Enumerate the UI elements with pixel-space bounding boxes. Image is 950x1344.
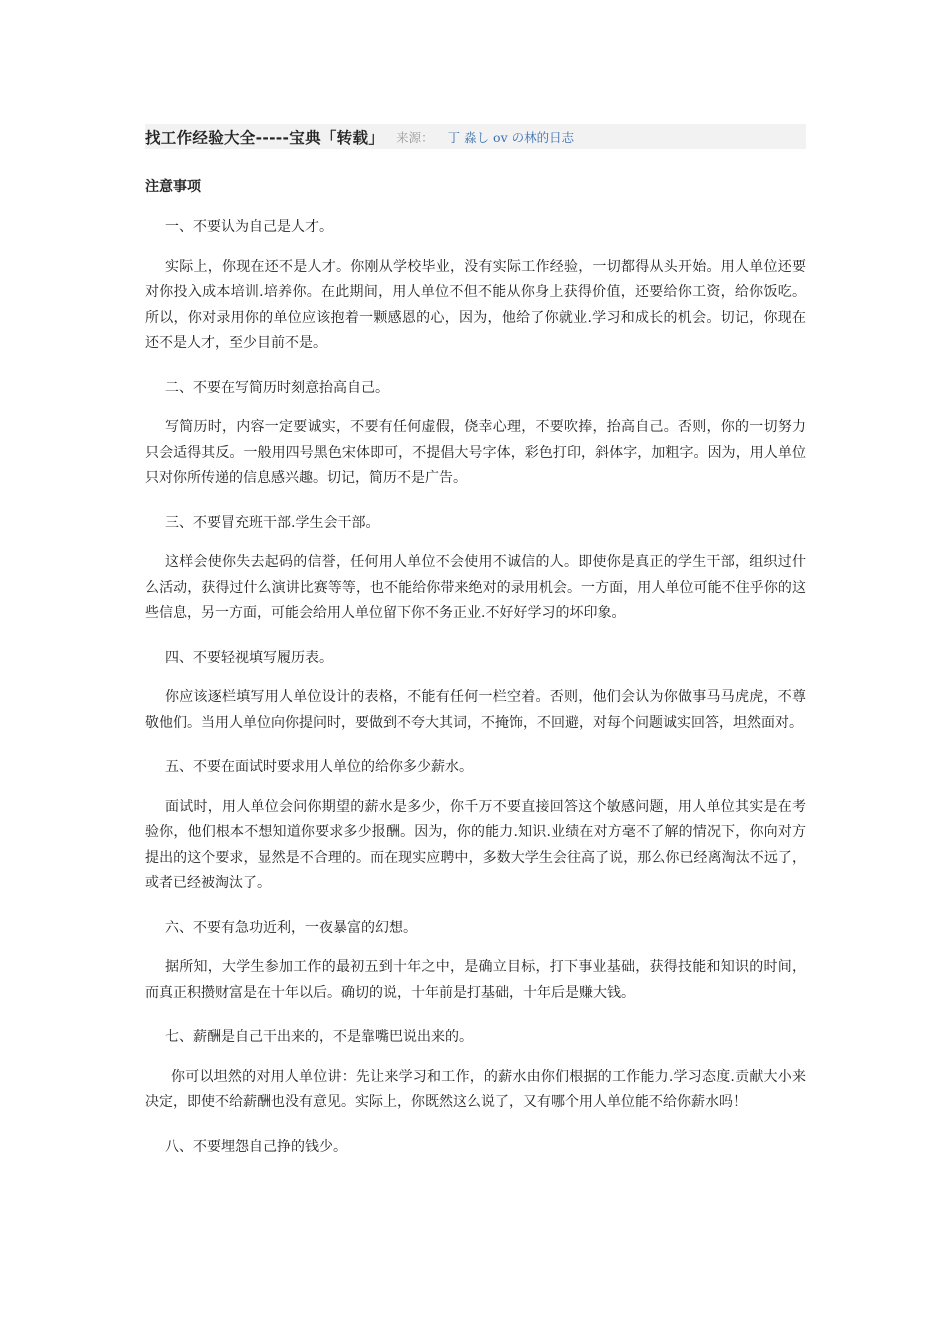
point-body-5: 面试时，用人单位会问你期望的薪水是多少，你千万不要直接回答这个敏感问题，用人单位其实是在考验你，他们根本不想知道你要求多少报酬。因为，你的能力.知识.业绩在对方毫不了解的情况下，你向对方提出的这个要求，显然是不合理的。而在现实应聘中，多数大学生会往高了说，那么你已经离淘汰不远了，或者已经被淘汰了。 <box>145 798 806 891</box>
document <box>145 124 806 1160</box>
point-heading-3: 三、不要冒充班干部.学生会干部。 <box>165 514 380 531</box>
point-heading-7: 七、薪酬是自己干出来的，不是靠嘴巴说出来的。 <box>165 1029 473 1045</box>
point-body-2: 写简历时，内容一定要诚实，不要有任何虚假，侥幸心理，不要吹捧，抬高自己。否则，你的一切努力只会适得其反。一般用四号黑色宋体即可，不提倡大号字体，彩色打印，斜体字，加粗字。因为，用人单位只对你所传递的信息感兴趣。切记，简历不是广告。 <box>145 419 806 486</box>
point-body-1: 实际上，你现在还不是人才。你刚从学校毕业，没有实际工作经验，一切都得从头开始。用人单位还要对你投入成本培训.培养你。在此期间，用人单位不但不能从你身上获得价值，还要给你工资，给你饭吃。所以，你对录用你的单位应该抱着一颗感恩的心，因为，他给了你就业.学习和成长的机会。切记，你现在还不是人才，至少目前不是。 <box>145 258 806 351</box>
point-heading-2: 二、不要在写简历时刻意抬高自己。 <box>165 379 389 396</box>
section-title: 注意事项 <box>145 179 201 195</box>
point-heading-1: 一、不要认为自己是人才。 <box>165 219 333 235</box>
point-heading-6: 六、不要有急功近利，一夜暴富的幻想。 <box>165 919 417 936</box>
point-body-6: 据所知，大学生参加工作的最初五到十年之中，是确立目标，打下事业基础，获得技能和知识的时间，而真正积攒财富是在十年以后。确切的说，十年前是打基础，十年后是赚大钱。 <box>145 959 806 1001</box>
point-body-3: 这样会使你失去起码的信誉，任何用人单位不会使用不诚信的人。即使你是真正的学生干部，组织过什么活动，获得过什么演讲比赛等等，也不能给你带来绝对的录用机会。一方面，用人单位可能不住乎你的这些信息，另一方面，可能会给用人单位留下你不务正业.不好好学习的坏印象。 <box>145 554 806 621</box>
title-bar <box>145 124 806 149</box>
point-heading-5: 五、不要在面试时要求用人单位的给你多少薪水。 <box>165 759 473 775</box>
article-title: 找工作经验大全-----宝典「转载」 <box>145 128 385 147</box>
point-heading-4: 四、不要轻视填写履历表。 <box>165 649 333 666</box>
source-link[interactable]: 丁 淼し ov の林的日志 <box>447 129 575 145</box>
point-body-4: 你应该逐栏填写用人单位设计的表格，不能有任何一栏空着。否则，他们会认为你做事马马虎虎，不尊敬他们。当用人单位向你提问时，要做到不夸大其词，不掩饰，不回避，对每个问题诚实回答，坦然面对。 <box>145 689 806 731</box>
point-heading-8: 八、不要埋怨自己挣的钱少。 <box>165 1138 347 1155</box>
point-body-7: 你可以坦然的对用人单位讲：先让来学习和工作，的薪水由你们根据的工作能力.学习态度.贡献大小来决定，即使不给薪酬也没有意见。实际上，你既然这么说了，又有哪个用人单位能不给你薪水吗！ <box>145 1068 806 1110</box>
source-label: 来源： <box>396 129 434 145</box>
